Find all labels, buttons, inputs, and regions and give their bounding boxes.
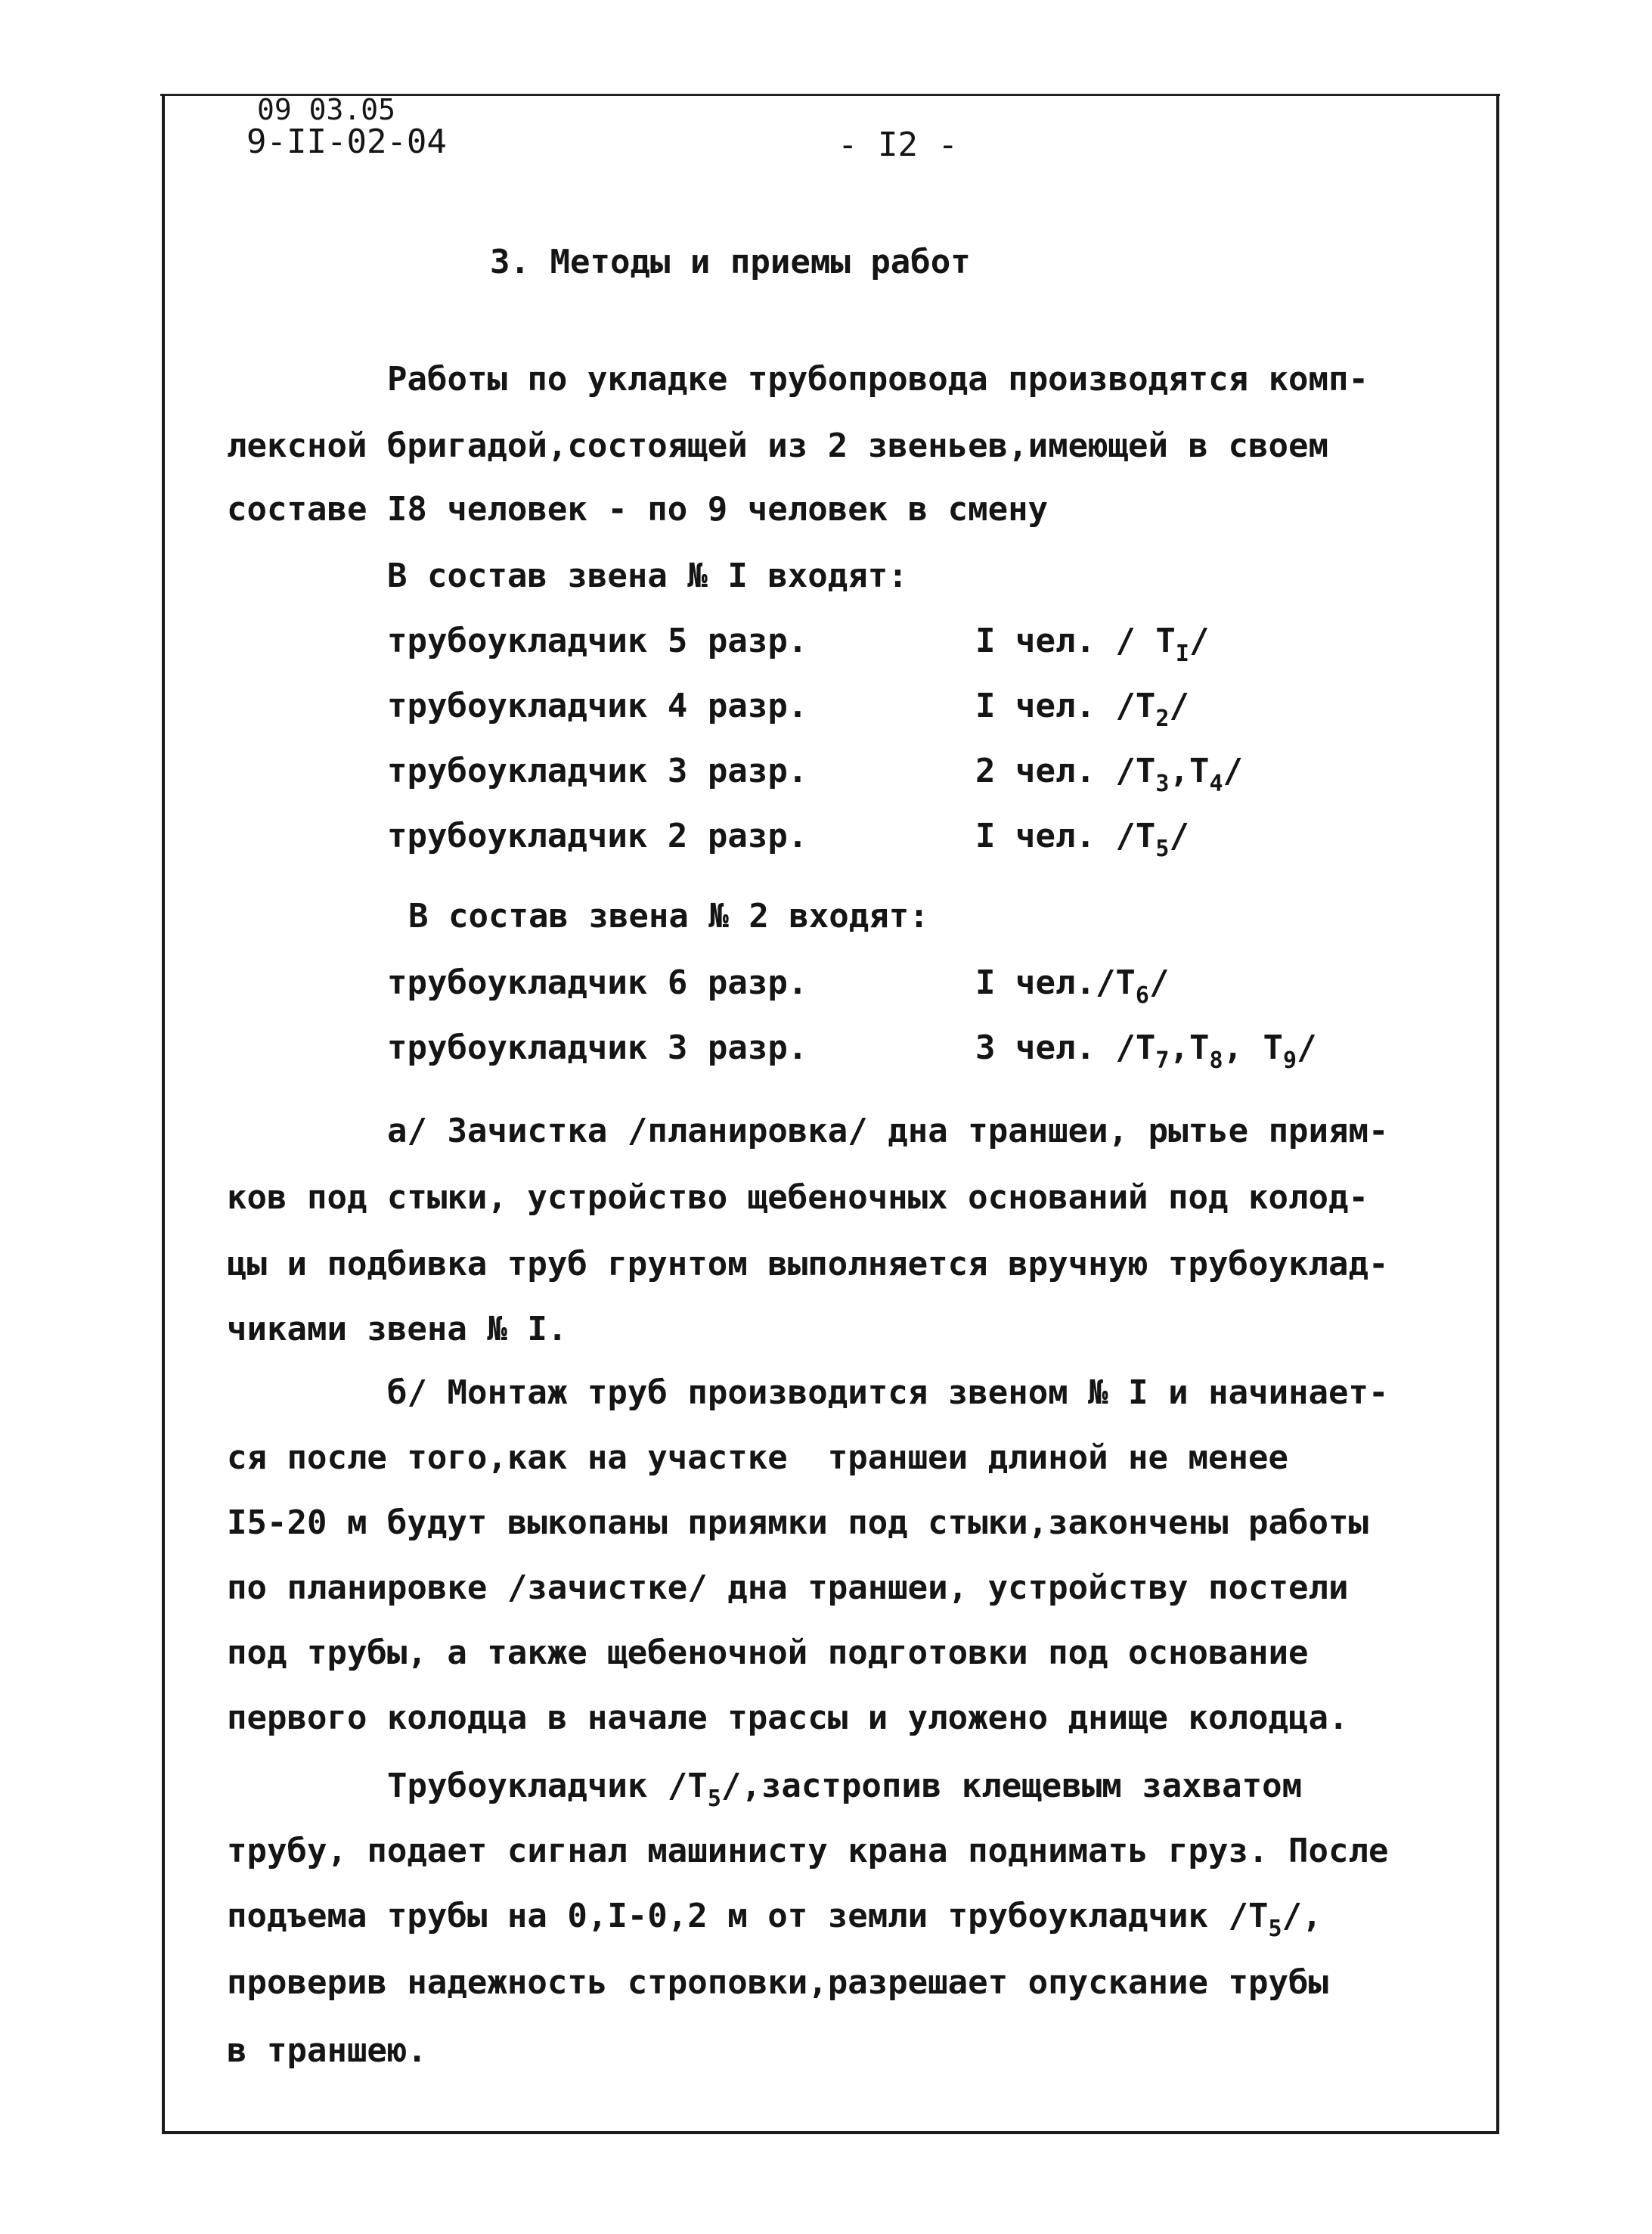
para-c-line: проверив надежность строповки,разрешает опускание трубы (227, 1963, 1328, 2002)
team1-count: 2 чел. $/Т_3,Т_4/$ (975, 752, 1244, 797)
para-a-line: ков под стыки, устройство щебеночных оснований под колод- (227, 1178, 1368, 1217)
para-c-line: трубу, подает сигнал машинисту крана поднимать груз. После (227, 1832, 1389, 1870)
team1-count: I чел. / $Т_I/$ (975, 622, 1210, 667)
frame-border-bottom (162, 2131, 1499, 2134)
page-number: - I2 - (838, 126, 958, 164)
para-b-line: первого колодца в начале трассы и уложено днище колодца. (227, 1699, 1349, 1737)
team1-count: I чел. $/Т_5/$ (975, 817, 1189, 862)
para-c-line: в траншею. (227, 2031, 427, 2070)
team1-role: трубоукладчик 5 разр. (387, 622, 808, 660)
para-a-line: чиками звена № I. (227, 1310, 568, 1348)
section-title: 3. Методы и приемы работ (490, 243, 971, 281)
intro-line: составе I8 человек - по 9 человек в смену (227, 490, 1049, 529)
intro-line: Работы по укладке трубопровода производятся комп- (387, 360, 1369, 399)
para-b-line: под трубы, а также щебеночной подготовки под основание (227, 1634, 1309, 1672)
team2-count: I $чел./Т_6/$ (975, 963, 1170, 1009)
para-b-line: I5-20 м будут выкопаны приямки под стыки,закончены работы (227, 1503, 1368, 1542)
para-b-line: по планировке /зачистке/ дна траншеи, устройству постели (227, 1568, 1349, 1607)
para-a-line: цы и подбивка труб грунтом выполняется вручную трубоуклад- (227, 1245, 1389, 1283)
team1-heading: В состав звена № I входят: (387, 557, 908, 595)
frame-border-left (162, 94, 165, 2133)
team1-count: I чел. $/Т_2/$ (975, 687, 1189, 732)
team1-role: трубоукладчик 3 разр. (387, 752, 808, 790)
team2-role: трубоукладчик 6 разр. (387, 963, 808, 1002)
team2-heading: В состав звена № 2 входят: (408, 897, 929, 935)
team2-count: 3 чел. $/Т_7,Т_8$, $Т_9/$ (975, 1029, 1317, 1074)
para-a-line: а/ Зачистка /планировка/ дна траншеи, рытье приям- (387, 1112, 1389, 1150)
para-b-line: ся после того,как на участке траншеи длиной не менее (227, 1438, 1288, 1477)
document-code-top: 09 03.05 (257, 93, 396, 126)
frame-border-right (1496, 94, 1499, 2133)
para-c-line: подъема трубы на 0,I-0,2 м от земли трубоукладчик $/Т_5/$, (227, 1897, 1322, 1942)
para-c-line: Трубоукладчик $/Т_5/,застропив$ клещевым захватом (387, 1767, 1303, 1812)
team1-role: трубоукладчик 2 разр. (387, 817, 808, 855)
team2-role: трубоукладчик 3 разр. (387, 1029, 808, 1067)
para-b-line: б/ Монтаж труб производится звеном № I и начинает- (387, 1373, 1389, 1412)
intro-line: лексной бригадой,состоящей из 2 звеньев,имеющей в своем (227, 427, 1328, 465)
document-code: 9-II-02-04 (246, 123, 447, 161)
team1-role: трубоукладчик 4 разр. (387, 687, 808, 725)
